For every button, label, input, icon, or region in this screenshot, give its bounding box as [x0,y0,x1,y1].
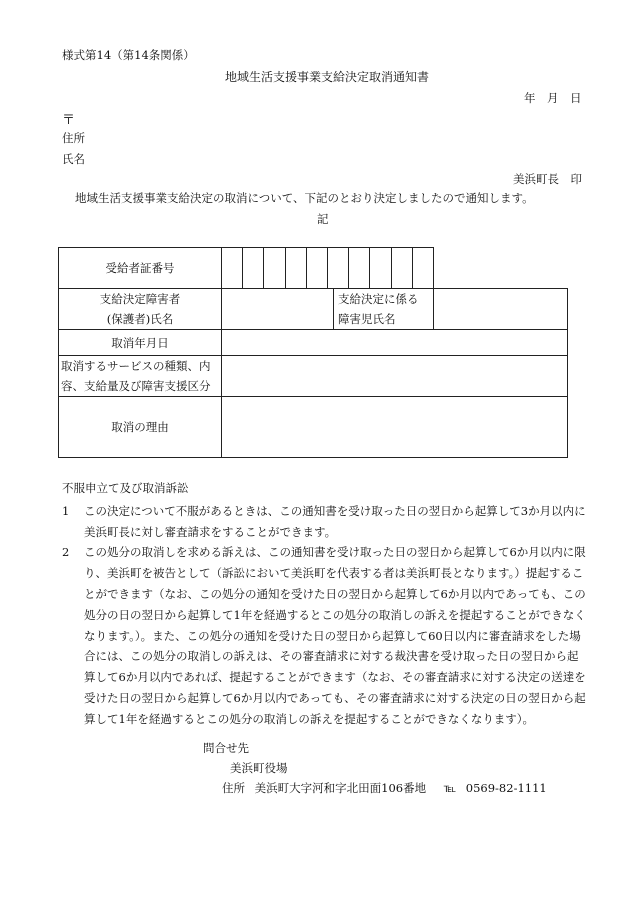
certificate-number-label: 受給者証番号 [59,248,222,289]
service-label [59,356,222,397]
notes-heading: 不服申立て及び取消訴訟 [62,481,189,495]
contact-office: 美浜町役場 [230,761,288,775]
cancel-date-value [222,330,568,356]
form-number: 様式第14（第14条関係） [62,48,195,62]
reason-value [222,397,568,458]
recipient-address-label: 住所 [62,131,85,145]
postal-mark: 〒 [62,113,76,128]
digit-box [413,248,433,288]
note-item-1 [62,501,587,543]
digit-box [222,248,243,288]
child-name-value [434,289,568,330]
digit-box [370,248,391,288]
digit-box [328,248,349,288]
digit-box [264,248,285,288]
digit-box [286,248,307,288]
contact-tel-label: ℡ [443,781,457,795]
recipient-name-label: 氏名 [62,152,85,166]
issuer-signature: 美浜町長 印 [513,172,582,186]
reason-label: 取消の理由 [59,397,222,458]
contact-address-label: 住所 [222,781,245,795]
cancel-date-label: 取消年月日 [59,330,222,356]
person-name-label-line2: (保護者)氏名 [106,312,174,326]
person-name-value [222,289,334,330]
note-text: この処分の取消しを求める訴えは、この通知書を受け取った日の翌日から起算して6か月以内に限り、美浜町を被告として（訴訟において美浜町を代表する者は美浜町長となります。）提起することができます（なお、この処分の通知を受けた日の翌日から起算して6か月以内であっても、この処分の日の翌日から起算して1年を経過するとこの処分の取消しの訴えを提起することができなくなります。）。また、この処分の通知を受けた日の翌日から起算して60日以内に審査請求をした場合には、この処分の取消しの訴えは、その審査請求に対する裁決書を受け取った日の翌日から起算して6か月以内であれば、提起することができます（なお、その審査請求に対する決定の送達を受けた日の翌日から起算して6か月以内であっても、その審査請求に対する決定の日の翌日から起算して1年を経過するとこの処分の取消しの訴えを提起することができなくなります）。 [84,545,586,726]
service-label-line1: 取消するサービスの種類、内 [61,359,211,373]
note-number: 1 [62,503,70,518]
note-text: この決定について不服があるときは、この通知書を受け取った日の翌日から起算して3か月以内に美浜町長に対し審査請求をすることができます。 [84,503,586,539]
service-value [222,356,568,397]
ki-label: 記 [317,212,329,226]
blank-corner [434,248,568,289]
note-item-2 [62,542,587,729]
contact-tel: 0569-82-1111 [465,781,547,795]
intro-text: 地域生活支援事業支給決定の取消について、下記のとおり決定しましたので通知します。 [75,191,534,205]
contact-address-line [222,780,547,796]
document-title: 地域生活支援事業支給決定取消通知書 [225,70,430,84]
digit-box [349,248,370,288]
certificate-number-boxes [222,248,434,289]
date-line: 年 月 日 [524,91,582,105]
notes-section [62,478,587,730]
child-name-label-line1: 支給決定に係る [338,292,419,306]
person-name-label [59,289,222,330]
contact-address: 美浜町大字河和字北田面106番地 [254,781,427,795]
note-number: 2 [62,545,70,560]
service-label-line2: 容、支給量及び障害支援区分 [61,379,211,393]
cancellation-table [58,247,568,458]
digit-box [392,248,413,288]
person-name-label-line1: 支給決定障害者 [99,292,181,306]
child-name-label [334,289,434,330]
child-name-label-line2: 障害児氏名 [338,312,396,326]
contact-heading: 問合せ先 [203,741,249,755]
digit-box [307,248,328,288]
digit-box [243,248,264,288]
